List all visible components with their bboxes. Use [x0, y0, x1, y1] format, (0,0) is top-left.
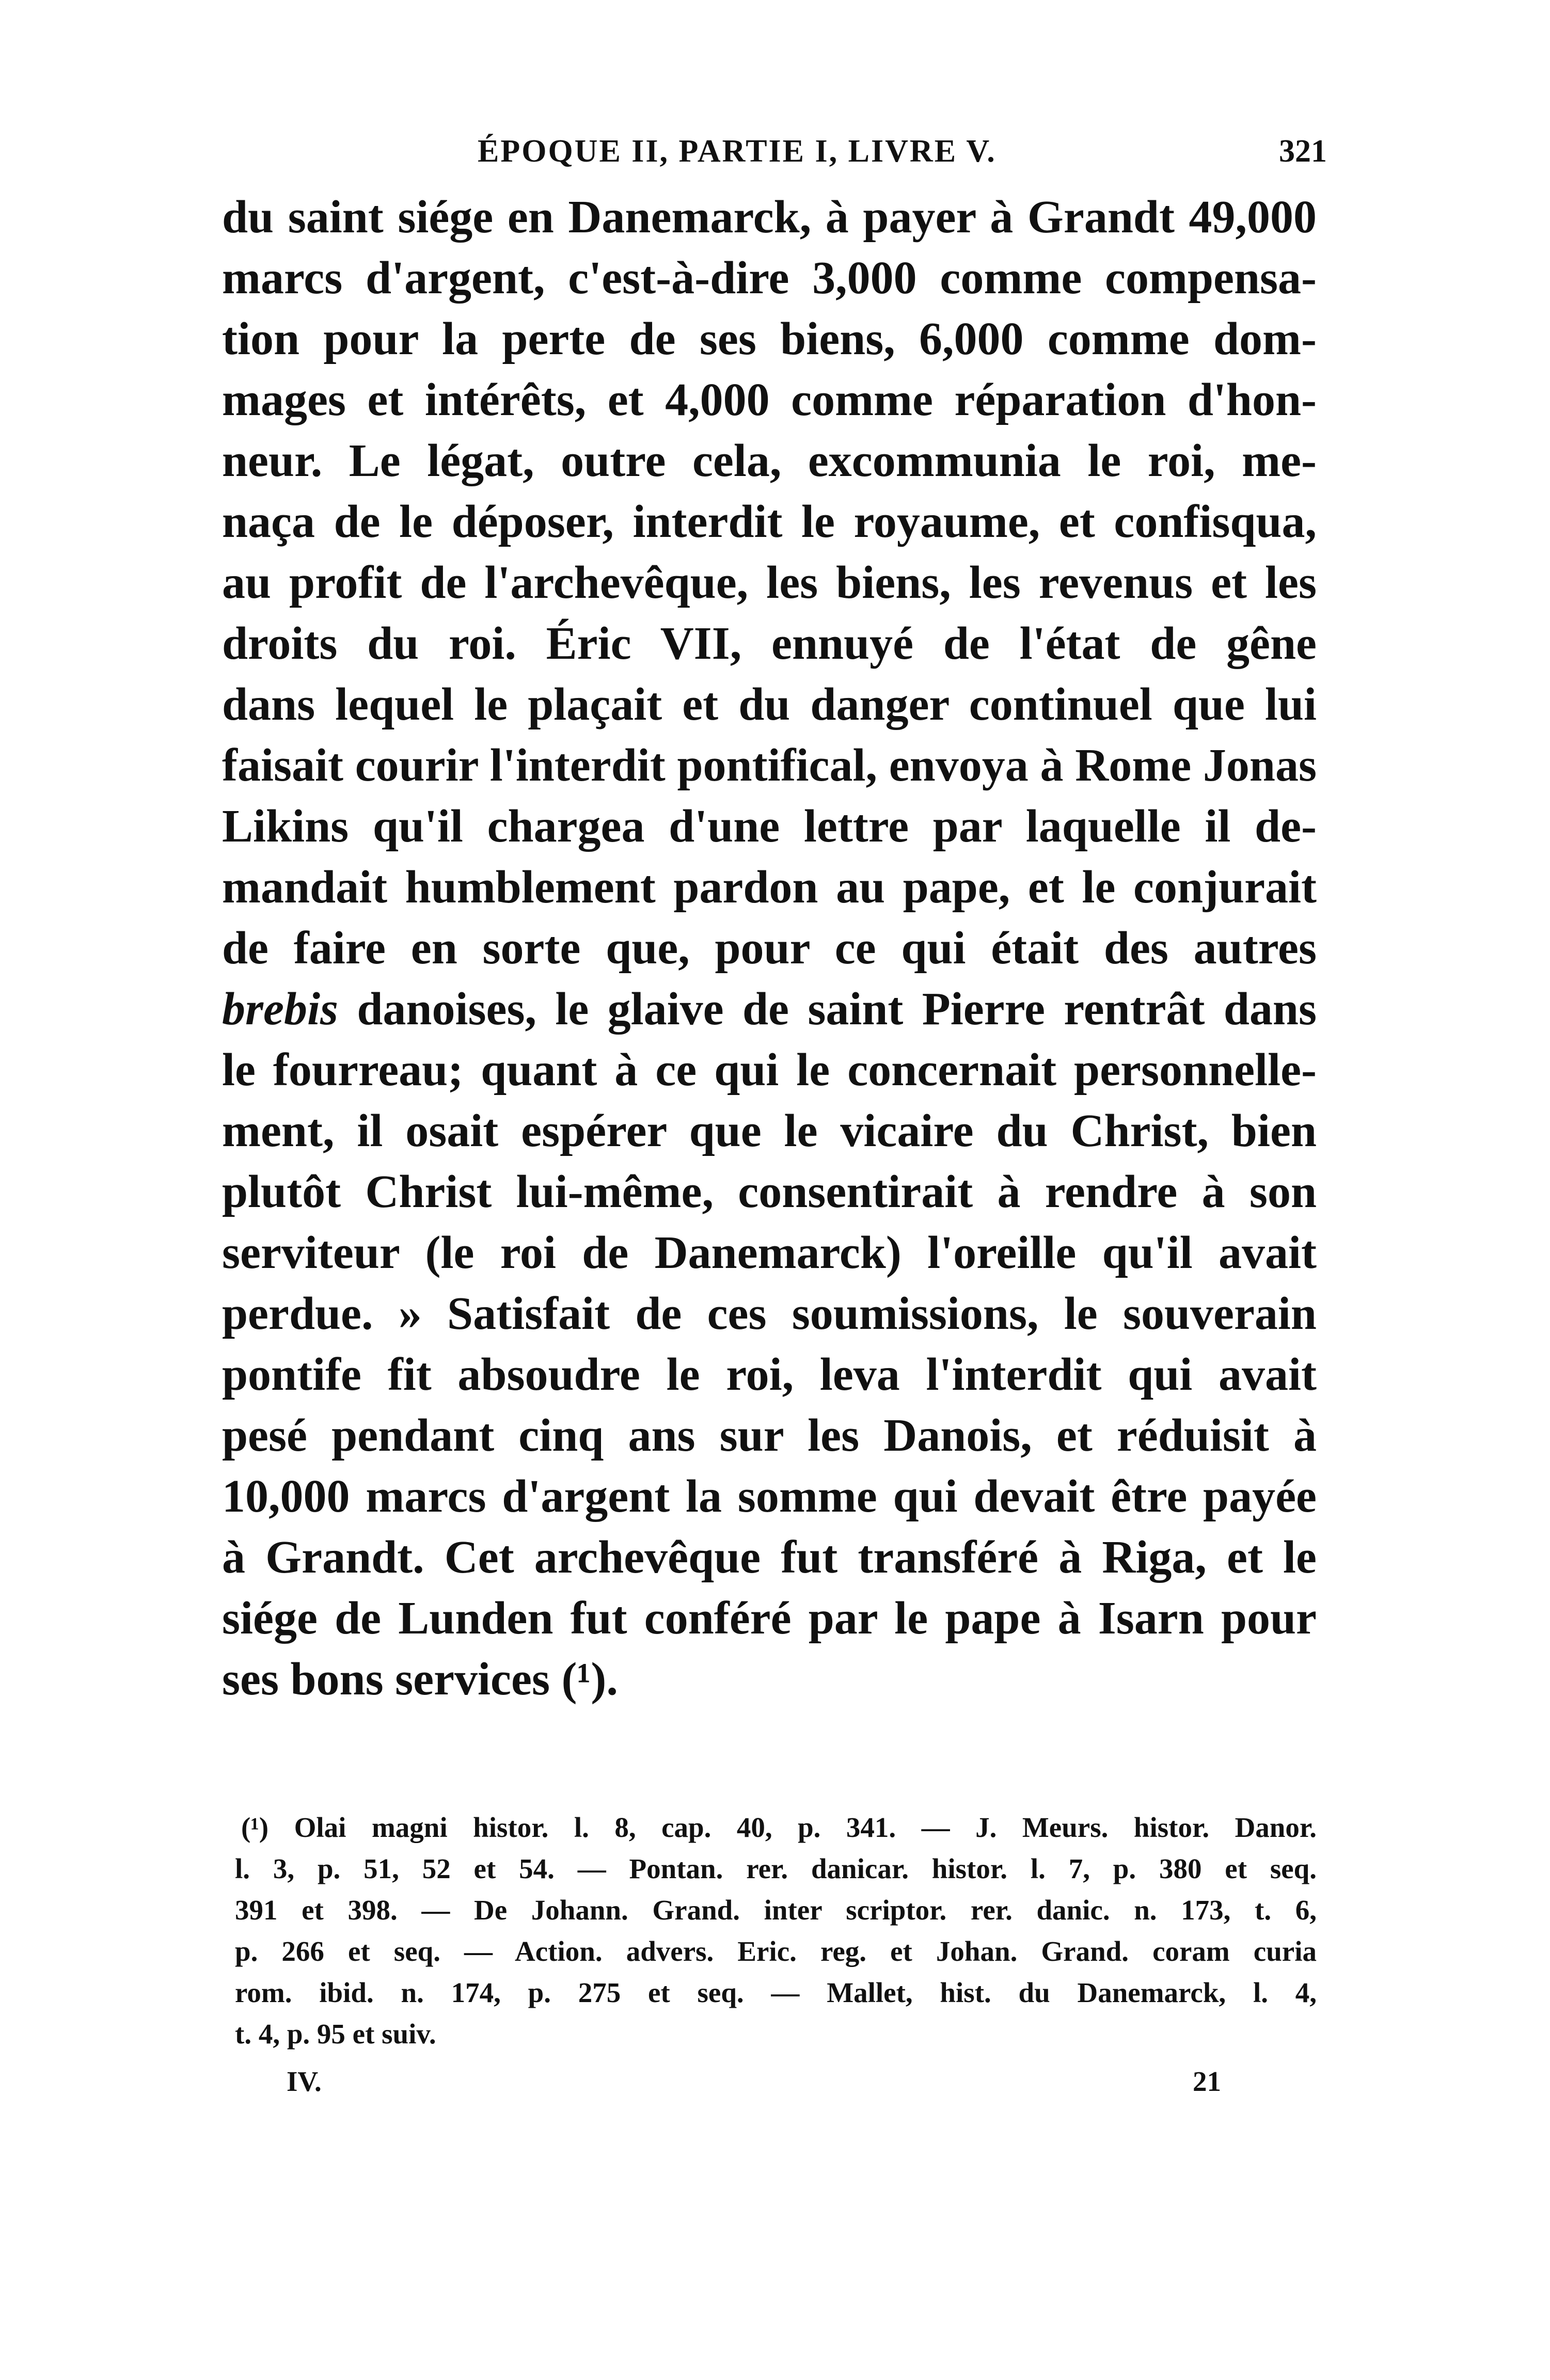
body-line: marcs d'argent, c'est-à-dire 3,000 comme compensa- — [222, 252, 1317, 304]
body-line: pontife fit absoudre le roi, leva l'interdit qui avait — [222, 1349, 1317, 1400]
footnote-line: rom. ibid. n. 174, p. 275 et seq. — Mallet, hist. du Danemarck, l. 4, — [235, 1977, 1317, 2008]
page-number: 321 — [1279, 134, 1327, 169]
body-line: faisait courir l'interdit pontifical, envoya à Rome Jonas — [222, 740, 1317, 791]
body-line: 10,000 marcs d'argent la somme qui devait être payée — [222, 1471, 1317, 1522]
gathering-number: 21 — [1193, 2066, 1221, 2097]
footnote-line: (¹) Olai magni histor. l. 8, cap. 40, p. 341. — J. Meurs. histor. Danor. — [241, 1812, 1317, 1843]
running-title: ÉPOQUE II, PARTIE I, LIVRE V. — [478, 134, 997, 169]
body-line: ses bons services (¹). — [222, 1654, 618, 1705]
body-line: naça de le déposer, interdit le royaume, et confisqua, — [222, 496, 1317, 547]
body-line: dans lequel le plaçait et du danger continuel que lui — [222, 679, 1317, 730]
body-line: mandait humblement pardon au pape, et le conjurait — [222, 862, 1317, 913]
body-line: brebis danoises, le glaive de saint Pierre rentrât dans — [222, 983, 1317, 1035]
footnote-line: p. 266 et seq. — Action. advers. Eric. reg. et Johan. Grand. coram curia — [235, 1935, 1317, 1967]
body-line: à Grandt. Cet archevêque fut transféré à Riga, et le — [222, 1532, 1317, 1583]
body-line: perdue. » Satisfait de ces soumissions, le souverain — [222, 1288, 1317, 1339]
signature-mark: IV. — [287, 2066, 322, 2097]
body-line: ment, il osait espérer que le vicaire du Christ, bien — [222, 1105, 1317, 1156]
body-line: serviteur (le roi de Danemarck) l'oreille qu'il avait — [222, 1227, 1317, 1278]
body-line: mages et intérêts, et 4,000 comme réparation d'hon- — [222, 374, 1317, 425]
body-line: plutôt Christ lui-même, consentirait à rendre à son — [222, 1166, 1317, 1217]
footnote-line: l. 3, p. 51, 52 et 54. — Pontan. rer. danicar. histor. l. 7, p. 380 et seq. — [235, 1853, 1317, 1884]
body-line: siége de Lunden fut conféré par le pape à Isarn pour — [222, 1593, 1317, 1644]
footnote-line: t. 4, p. 95 et suiv. — [235, 2018, 436, 2050]
body-line: neur. Le légat, outre cela, excommunia le roi, me- — [222, 435, 1317, 486]
footnotes — [235, 1807, 1317, 2055]
body-line: droits du roi. Éric VII, ennuyé de l'état de gêne — [222, 618, 1317, 669]
footnote-line: 391 et 398. — De Johann. Grand. inter scriptor. rer. danic. n. 173, t. 6, — [235, 1894, 1317, 1926]
body-line: de faire en sorte que, pour ce qui était des autres — [222, 923, 1317, 974]
body-line: du saint siége en Danemarck, à payer à Grandt 49,000 — [222, 192, 1317, 243]
italic-word: brebis — [222, 983, 338, 1035]
body-line: tion pour la perte de ses biens, 6,000 comme dom- — [222, 313, 1317, 364]
body-text — [222, 187, 1317, 1710]
body-line: le fourreau; quant à ce qui le concernait personnelle- — [222, 1044, 1317, 1096]
body-line: pesé pendant cinq ans sur les Danois, et réduisit à — [222, 1410, 1317, 1461]
running-head — [217, 133, 1327, 180]
body-line: au profit de l'archevêque, les biens, les revenus et les — [222, 557, 1317, 608]
body-line: Likins qu'il chargea d'une lettre par laquelle il de- — [222, 801, 1317, 852]
